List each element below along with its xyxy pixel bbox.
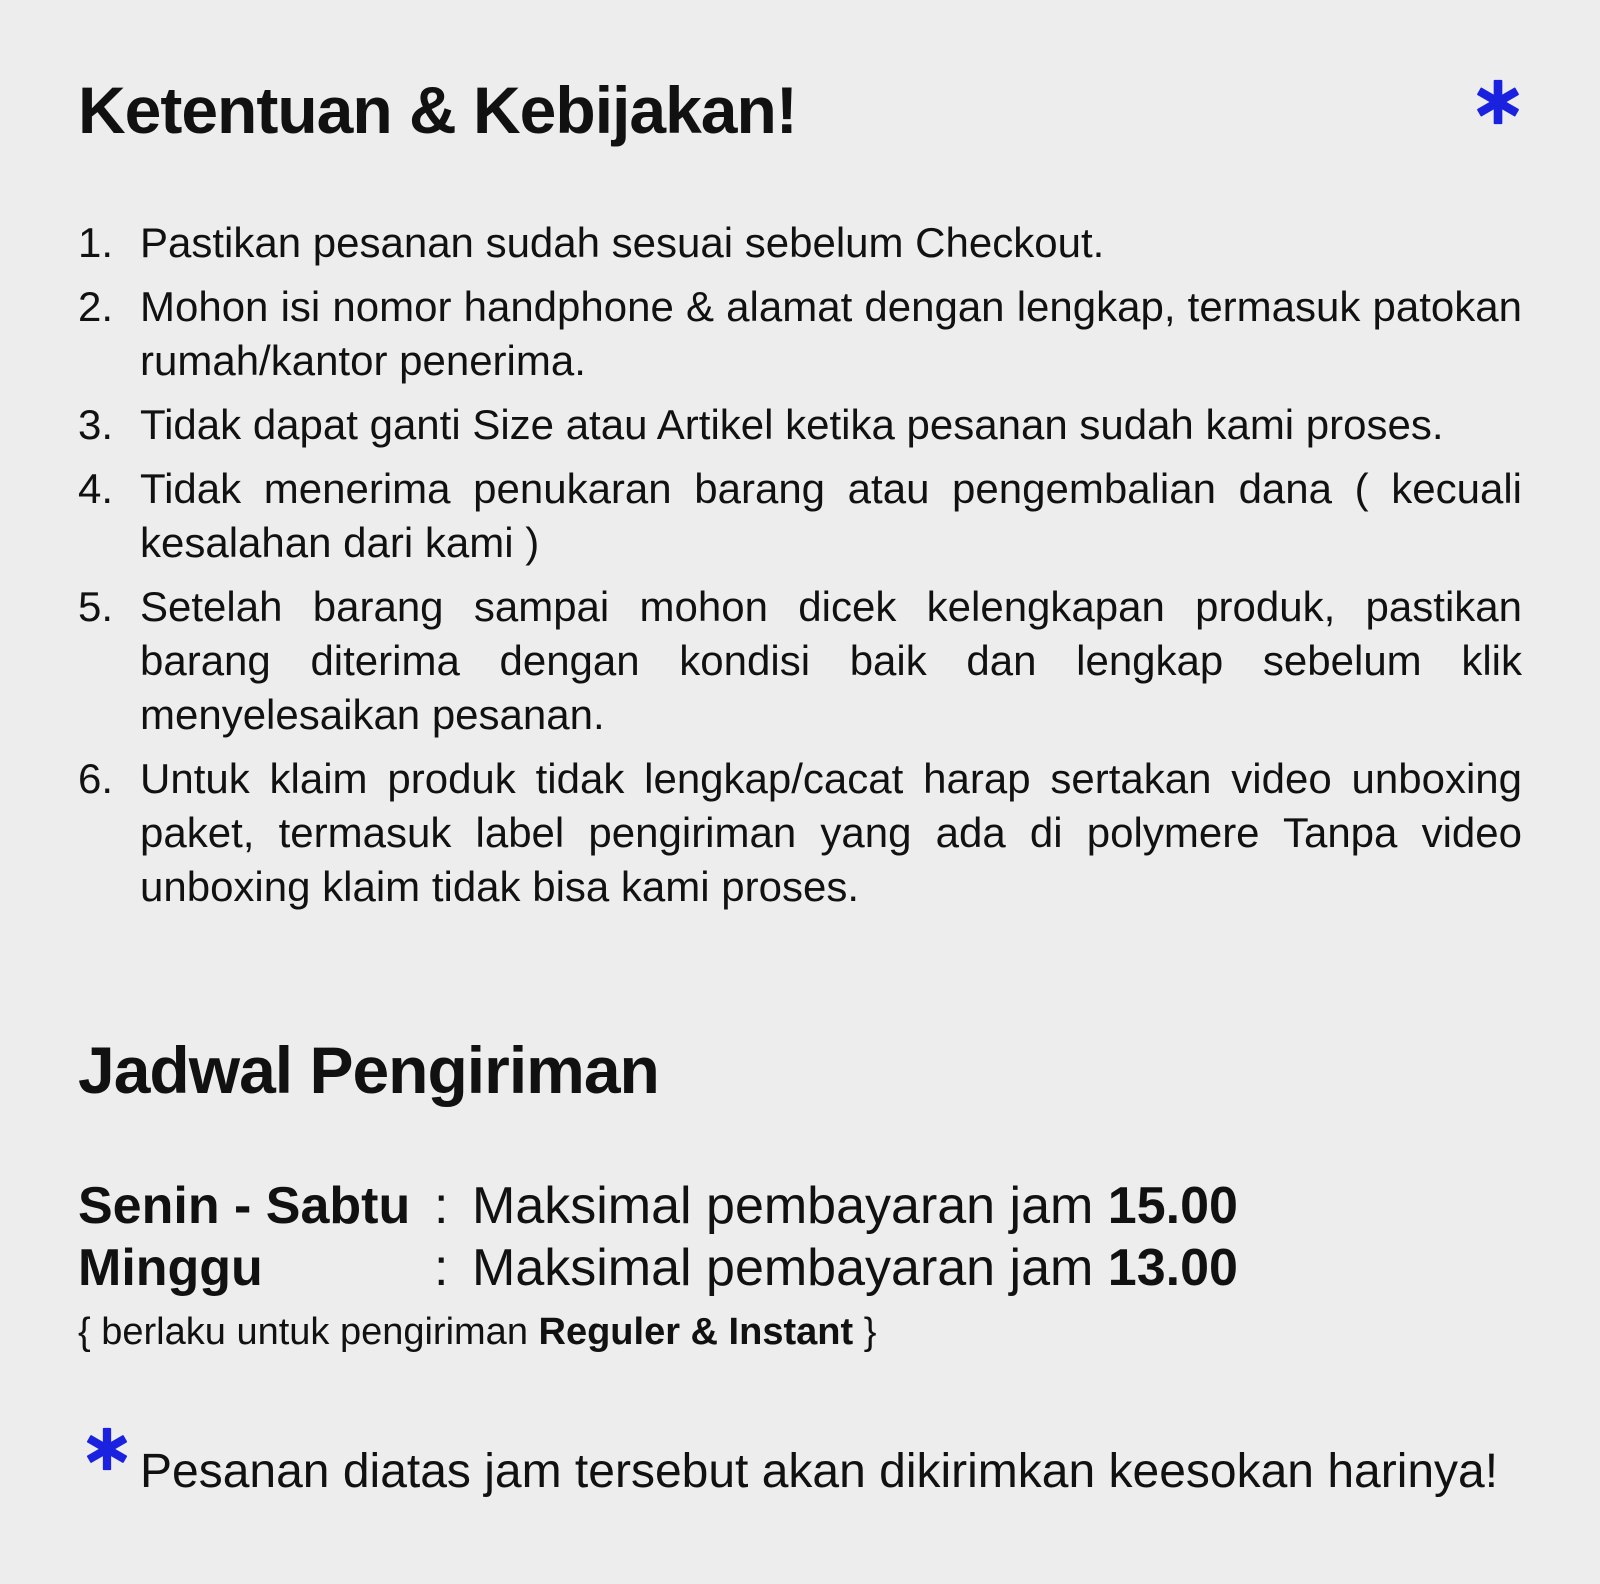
schedule-day: Minggu [78, 1239, 263, 1297]
schedule-info [472, 1237, 1238, 1299]
footnote-text: Pesanan diatas jam tersebut akan dikirimkan keesokan harinya! [140, 1445, 1499, 1498]
list-item-text: Mohon isi nomor handphone & alamat dengan lengkap, termasuk patokan rumah/kantor penerima. [140, 283, 1522, 384]
list-item-text: Tidak dapat ganti Size atau Artikel ketika pesanan sudah kami proses. [140, 401, 1444, 448]
list-item-number: 1. [78, 219, 114, 266]
schedule-info [472, 1175, 1238, 1237]
shipping-schedule [78, 1175, 1522, 1357]
footnote [78, 1422, 1522, 1502]
schedule-day: Senin - Sabtu [78, 1177, 411, 1235]
schedule-title: Jadwal Pengiriman [78, 1033, 659, 1107]
list-item [78, 280, 1522, 388]
list-item [78, 752, 1522, 914]
list-item [78, 462, 1522, 570]
list-item-text: Setelah barang sampai mohon dicek kelengkapan produk, pastikan barang diterima dengan kondisi baik dan lengkap sebelum klik menyelesaikan pesanan. [140, 583, 1522, 738]
list-item-text: Tidak menerima penukaran barang atau pengembalian dana ( kecuali kesalahan dari kami ) [140, 465, 1522, 566]
list-item-number: 2. [78, 283, 114, 330]
terms-page [78, 70, 1522, 1498]
schedule-row [78, 1175, 1522, 1237]
note-open: { berlaku untuk pengiriman [78, 1311, 528, 1353]
list-item [78, 580, 1522, 742]
list-item [78, 398, 1522, 452]
list-item-number: 6. [78, 755, 114, 802]
list-item-number: 4. [78, 465, 114, 512]
list-item-text: Pastikan pesanan sudah sesuai sebelum Checkout. [140, 219, 1105, 266]
schedule-colon: : [434, 1177, 449, 1235]
asterisk-shape [1477, 80, 1520, 124]
note-bold: Reguler & Instant [538, 1311, 854, 1353]
schedule-row [78, 1237, 1522, 1299]
schedule-label: Maksimal pembayaran jam [472, 1177, 1094, 1235]
list-item [78, 216, 1522, 270]
schedule-label: Maksimal pembayaran jam [472, 1239, 1094, 1297]
asterisk-icon [1474, 78, 1522, 126]
schedule-note [78, 1307, 1522, 1357]
list-item-number: 3. [78, 401, 114, 448]
schedule-colon: : [434, 1239, 449, 1297]
title-row [78, 70, 1522, 160]
asterisk-shape [87, 1428, 128, 1470]
list-item-number: 5. [78, 583, 114, 630]
schedule-time: 15.00 [1107, 1177, 1238, 1235]
page-title: Ketentuan & Kebijakan! [78, 73, 797, 147]
list-item-text: Untuk klaim produk tidak lengkap/cacat harap sertakan video unboxing paket, termasuk label pengiriman yang ada di polymere Tanpa video unboxing klaim tidak bisa kami proses. [140, 755, 1522, 910]
terms-list [78, 216, 1522, 924]
note-close: } [863, 1311, 877, 1353]
schedule-time: 13.00 [1107, 1239, 1238, 1297]
asterisk-icon [84, 1426, 130, 1472]
